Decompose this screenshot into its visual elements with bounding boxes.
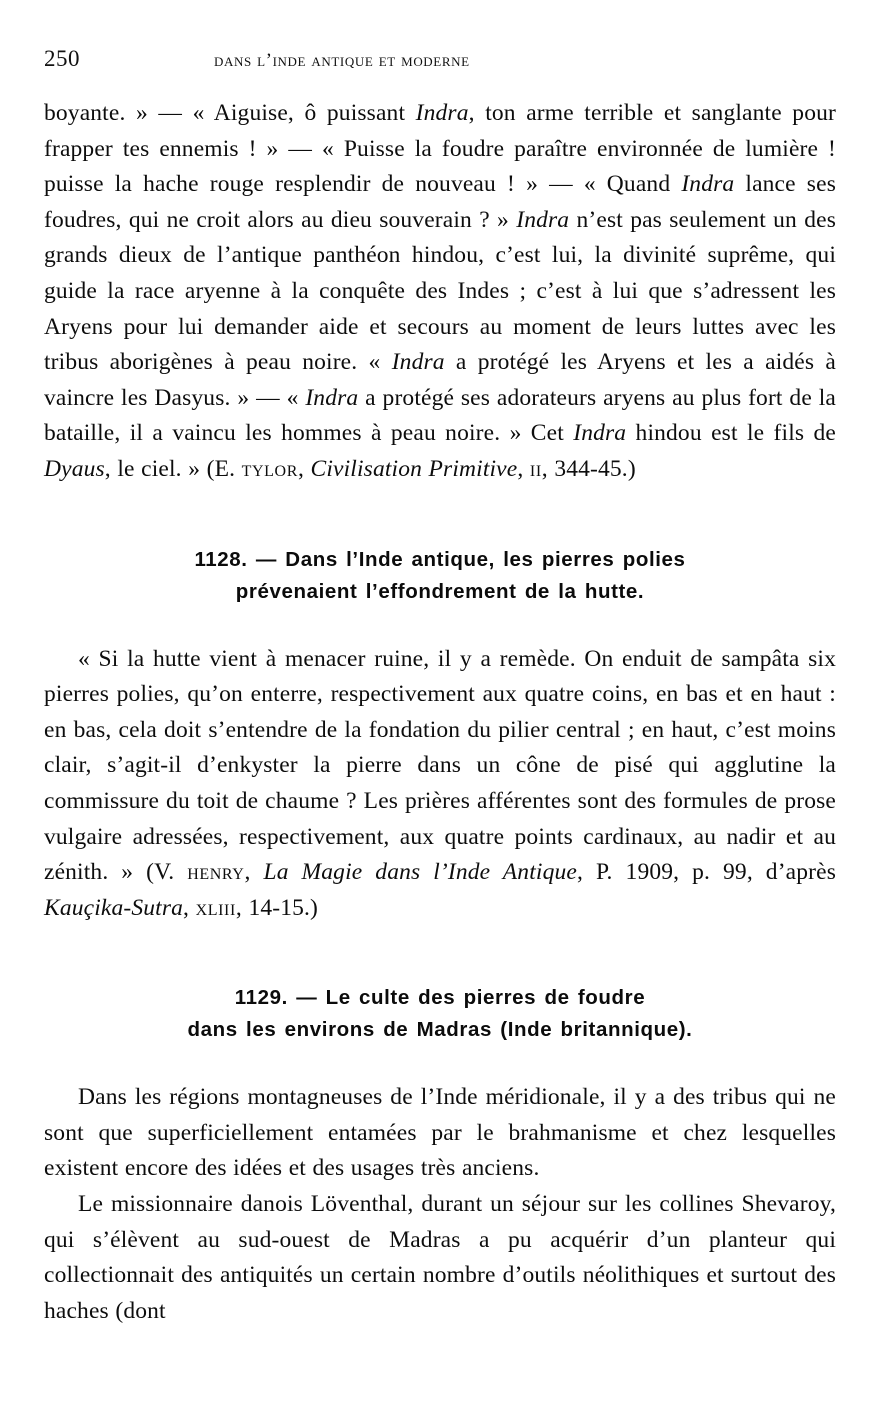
paragraph-indra-quotes (44, 96, 836, 488)
section-heading-1129 (44, 982, 836, 1046)
vertical-gap (44, 926, 836, 982)
smallcaps-chapter: xliii (195, 894, 236, 921)
text-run: hindou est le fils de (626, 420, 836, 447)
text-run: « Si la hutte vient à menacer ruine, il y a remède. On enduit de sampâta six pierres polies, qu’on enterre, respectivement aux quatre coins, en bas et en haut : en bas, cela doit s’entendre de la fondation du pilier central ; en haut, c’est moins clair, s’agit-il d’enkyster la pierre dans un cône de pisé qui agglutine la commissure du toit de chaume ? Les prières afférentes sont des formules de prose vulgaire adressées, respectivement, aux quatre points cardinaux, au nadir et au zénith. » (V. (44, 645, 836, 886)
paragraph-hutte (44, 642, 836, 927)
text-run: a protégé ses adorateurs aryens au plus fort de la bataille, il a vaincu les hommes à peau noire. » Cet (44, 384, 837, 447)
text-run: , (297, 455, 311, 482)
italic-indra: Indra (516, 206, 570, 233)
smallcaps-volume: ii (529, 455, 542, 482)
text-run: , (517, 455, 530, 482)
running-head (44, 46, 836, 76)
italic-work-title: Civilisation Primitive (310, 455, 518, 482)
vertical-gap (44, 1046, 836, 1080)
heading-line-1: 1128. — Dans l’Inde antique, les pierres polies (194, 547, 686, 571)
section-heading-1128 (44, 544, 836, 608)
heading-line-2: prévenaient l’effondrement de la hutte. (235, 579, 645, 603)
page-content (44, 96, 836, 1329)
italic-source-title: Kauçika-Sutra (44, 894, 184, 921)
text-run: , (244, 859, 264, 886)
text-run: boyante. » — « Aiguise, ô puissant (44, 100, 416, 126)
text-run: lance ses foudres, qui ne croit alors au dieu souverain ? » (44, 171, 836, 233)
paragraph-tribus: Dans les régions montagneuses de l’Inde méridionale, il y a des tribus qui ne sont que superficiellement entamées par le brahmanisme et chez lesquelles existent encore des idées et des usages très anciens. (44, 1084, 836, 1182)
smallcaps-author: tylor (241, 455, 298, 482)
text-run: , P. 1909, p. 99, d’après (576, 859, 837, 886)
italic-dyaus: Dyaus (44, 455, 105, 482)
text-run: , 344-45.) (541, 455, 636, 482)
text-run: a protégé les Aryens et les a aidés à vaincre les Dasyus. » — « (44, 349, 836, 411)
italic-indra: Indra (305, 384, 359, 411)
text-run: , le ciel. » (E. (104, 455, 242, 482)
italic-work-title: La Magie dans l’Inde Antique (263, 859, 577, 886)
vertical-gap (44, 608, 836, 642)
heading-line-1: 1129. — Le culte des pierres de foudre (234, 986, 646, 1010)
vertical-gap (44, 488, 836, 544)
page-number: 250 (44, 46, 80, 71)
paragraph-missionnaire: Le missionnaire danois Löventhal, durant un séjour sur les collines Shevaroy, qui s’élèvent au sud-ouest de Madras a pu acquérir d’un planteur qui collectionnait des antiquités un certain nombre d’outils néolithiques et surtout des haches (dont (44, 1191, 836, 1324)
italic-indra: Indra (681, 171, 735, 198)
italic-indra: Indra (573, 420, 627, 447)
text-run: , 14-15.) (235, 894, 319, 921)
text-run: , ton arme terrible et sanglante pour frapper tes ennemis ! » — « Puisse la foudre paraître environnée de lumière ! puisse la hache rouge resplendir de nouveau ! » — « Quand (44, 100, 836, 198)
text-run: n’est pas seulement un des grands dieux de l’antique panthéon hindou, c’est lui, la divinité suprême, qui guide la race aryenne à la conquête des Indes ; c’est à lui que s’adressent les Aryens pour lui demander aide et secours au moment de leurs luttes avec les tribus aborigènes à peau noire. « (44, 206, 836, 376)
smallcaps-author: henry (187, 859, 245, 886)
heading-line-2: dans les environs de Madras (Inde britannique). (187, 1018, 693, 1042)
italic-indra: Indra (415, 100, 469, 126)
italic-indra: Indra (391, 349, 445, 376)
running-title: dans l’inde antique et moderne (214, 50, 470, 71)
text-run: , (183, 894, 196, 921)
